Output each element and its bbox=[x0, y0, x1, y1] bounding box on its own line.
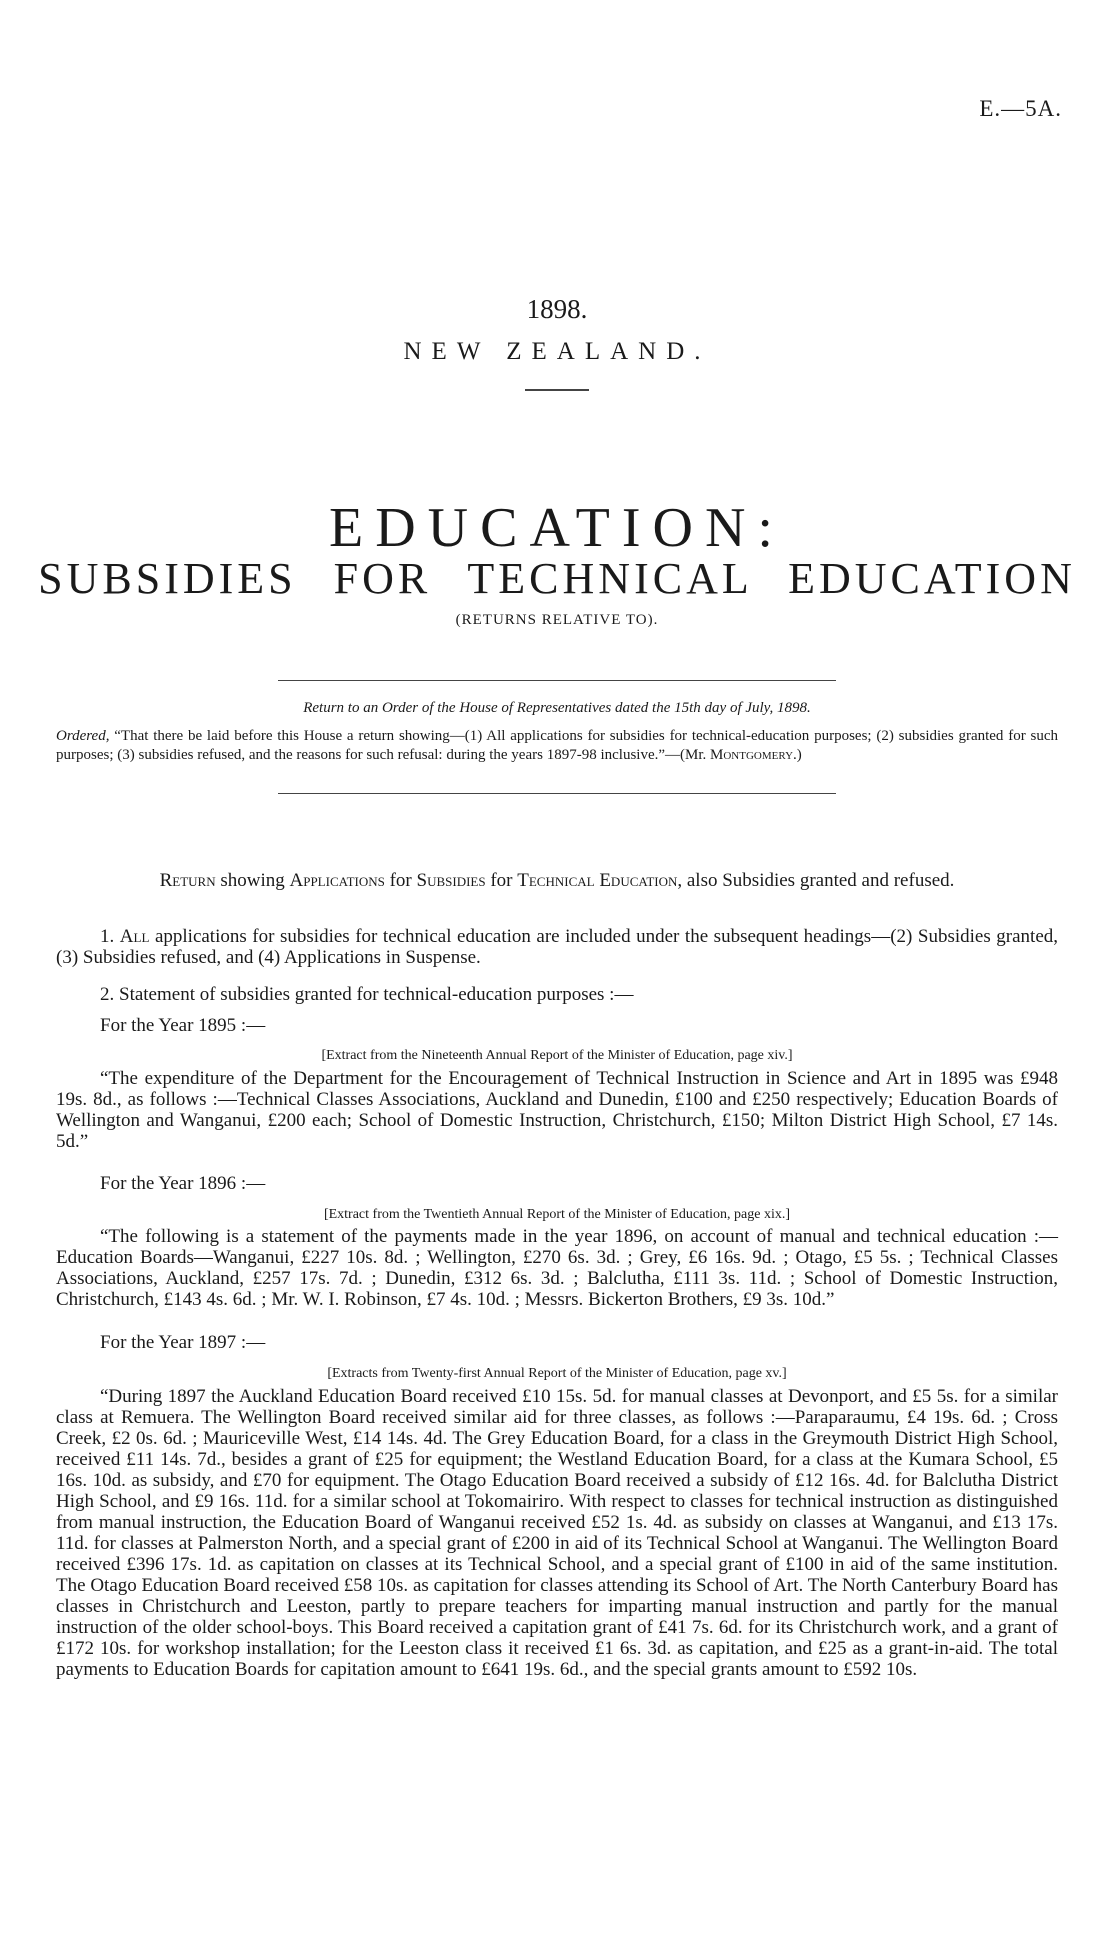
year-1896-text: “The following is a statement of the payments made in the year 1896, on account of manual and technical education :—Education Boards—Wanganui, £227 10s. 8d. ; Wellington, £270 6s. 3d. ; Grey, £6 16s. 9d. ; Otago, £5 5s. ; Technical Classes Associations, Auckland, £257 17s. 7d. ; Dunedin, £312 6s. 3d. ; Balclutha, £111 3s. 11d. ; School of Domestic Instruction, Christchurch, £143 4s. 6d. ; Mr. W. I. Robinson, £7 4s. 10d. ; Messrs. Bickerton Brothers, £9 3s. 10d.” bbox=[56, 1226, 1058, 1310]
ordered-member: Montgomery bbox=[710, 747, 794, 763]
year-1895-source: [Extract from the Nineteenth Annual Report of the Minister of Education, page xiv.] bbox=[321, 1048, 793, 1063]
ordered-lead: Ordered, bbox=[56, 728, 110, 744]
order-reference: Return to an Order of the House of Representatives dated the 15th day of July, 1898. bbox=[303, 700, 811, 716]
document-title: EDUCATION: bbox=[329, 497, 785, 559]
divider-rule bbox=[278, 680, 836, 681]
return-heading-word: Technical Education bbox=[517, 870, 678, 891]
return-heading-word: Subsidies bbox=[416, 870, 486, 891]
year-1896-source: [Extract from the Twentieth Annual Report of the Minister of Education, page xix.] bbox=[323, 1207, 791, 1222]
return-heading-text: for bbox=[485, 870, 518, 891]
return-heading-word: Return bbox=[159, 870, 216, 891]
document-reference: E.—5A. bbox=[979, 96, 1062, 121]
year-1896-heading: For the Year 1896 :— bbox=[100, 1173, 266, 1194]
return-heading-text: for bbox=[384, 870, 417, 891]
paragraph-2: 2. Statement of subsidies granted for technical-education purposes :— bbox=[100, 984, 634, 1005]
return-heading-text: , also Subsidies granted and refused. bbox=[677, 870, 955, 891]
paragraph-lead-word: All bbox=[119, 926, 150, 947]
ordered-paragraph bbox=[56, 727, 1058, 765]
year-1895-heading: For the Year 1895 :— bbox=[100, 1015, 266, 1036]
divider-rule bbox=[278, 793, 836, 794]
year-1897-heading: For the Year 1897 :— bbox=[100, 1332, 266, 1353]
paragraph-number: 1. bbox=[100, 926, 120, 947]
return-heading bbox=[56, 870, 1058, 891]
paragraph-1 bbox=[56, 926, 1058, 968]
document-year: 1898. bbox=[526, 294, 588, 324]
document-subtitle: SUBSIDIES FOR TECHNICAL EDUCATION bbox=[38, 554, 1076, 603]
year-1895-text: “The expenditure of the Department for the Encouragement of Technical Instruction in Science and Art in 1895 was £948 19s. 8d., as follows :—Technical Classes Associations, Auckland and Dunedin, £100 and £250 respectively; Education Boards of Wellington and Wanganui, £200 each; School of Domestic Instruction, Christchurch, £150; Milton District High School, £7 14s. 5d.” bbox=[56, 1068, 1058, 1152]
year-1897-source: [Extracts from Twenty-first Annual Report of the Minister of Education, page xv.] bbox=[327, 1366, 787, 1381]
ordered-text: “That there be laid before this House a return showing—(1) All applications for subsidies for technical-education purposes; (2) subsidies granted for such purposes; (3) subsidies refused, and the reasons for such refusal: during the years 1897-98 inclusive.”—(Mr. bbox=[56, 728, 1058, 763]
year-1897-text: “During 1897 the Auckland Education Board received £10 15s. 5d. for manual classes at Devonport, and £5 5s. for a similar class at Remuera. The Wellington Board received similar aid for three classes, as follows :—Paraparaumu, £4 19s. 6d. ; Cross Creek, £2 0s. 6d. ; Mauriceville West, £14 14s. 4d. The Grey Education Board, for a class in the Greymouth District High School, received £11 14s. 7d., besides a grant of £25 for equipment; the Westland Education Board, for a class at the Kumara School, £5 16s. 10d. as subsidy, and £70 for equipment. The Otago Education Board received a subsidy of £12 16s. 4d. for Balclutha District High School, and £9 16s. 11d. for a similar school at Tokomairiro. With respect to classes for technical instruction as distinguished from manual instruction, the Education Board of Wanganui received £52 1s. 4d. as subsidy on classes at Wanganui, and £13 17s. 11d. for classes at Palmerston North, and a special grant of £200 in aid of its Technical School at Wanganui. The Wellington Board received £396 17s. 1d. as capitation on classes at its Technical School, and a special grant of £100 in aid of the same institution. The Otago Education Board received £58 10s. as capitation for classes attending its School of Art. The North Canterbury Board has classes in Christchurch and Leeston, partly to prepare teachers for imparting manual instruction and partly for the manual instruction of the older school-boys. This Board received a capitation grant of £41 7s. 6d. for its Christchurch work, and a grant of £172 10s. for workshop installation; for the Leeston class it received £1 6s. 3d. as capitation, and £25 as a grant-in-aid. The total payments to Education Boards for capitation amount to £641 19s. 6d., and the special grants amount to £592 10s. bbox=[56, 1386, 1058, 1680]
divider-rule bbox=[525, 389, 589, 391]
country-heading: NEW ZEALAND. bbox=[403, 338, 711, 365]
returns-relative-note: (RETURNS RELATIVE TO). bbox=[455, 612, 659, 628]
return-heading-word: Applications bbox=[289, 870, 385, 891]
ordered-end: .) bbox=[793, 747, 802, 763]
paragraph-text: applications for subsidies for technical education are included under the subsequent headings—(2) Subsidies granted, (3) Subsidies refused, and (4) Applications in Suspense. bbox=[56, 926, 1059, 968]
return-heading-text: showing bbox=[215, 870, 290, 891]
